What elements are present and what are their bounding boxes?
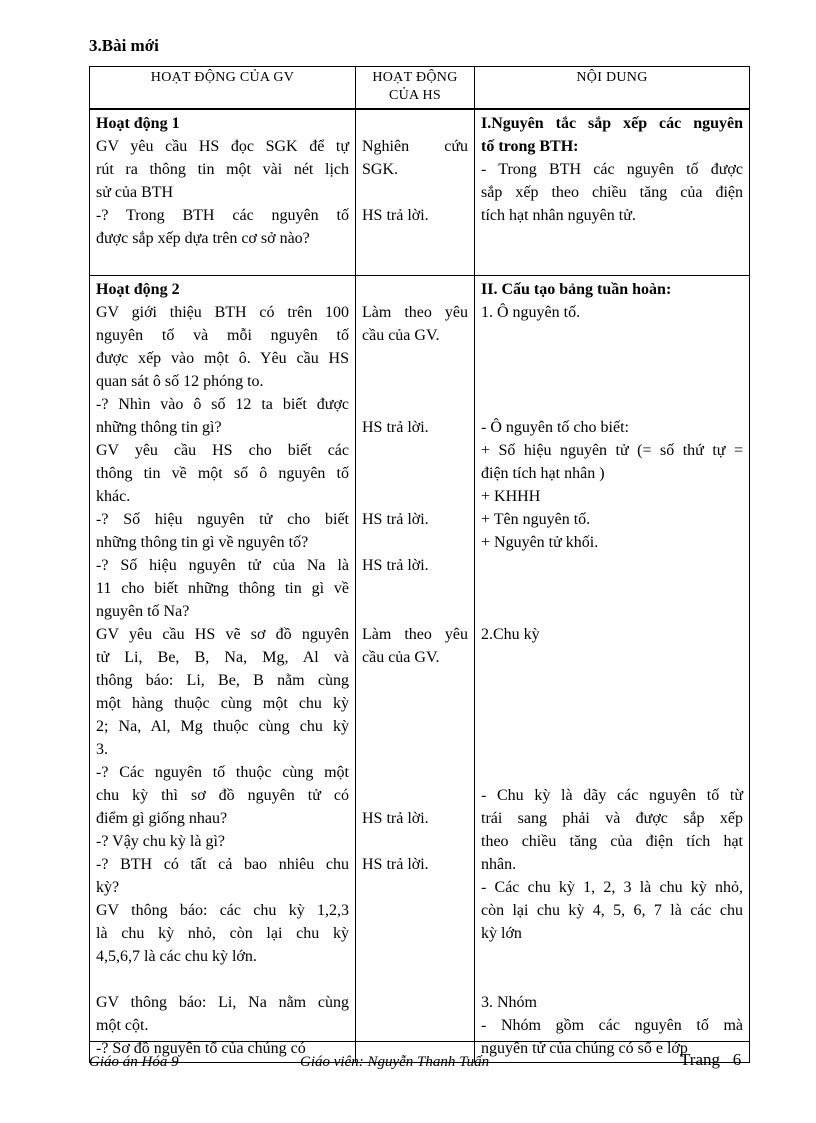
cell-line: HS trả lời. [362,856,429,873]
cell-line: HS trả lời. [362,207,429,224]
cell-line: được xếp vào một ô. Yêu cầu HS [96,350,349,367]
cell-line: những thông tin gì về nguyên tố? [96,534,309,551]
cell-line: 3. [96,741,108,758]
cell-line [481,554,743,577]
cell-line [481,968,743,991]
cell-line [362,439,468,462]
cell-line: + KHHH [481,488,541,505]
cell-line: -? Sơ đồ nguyên tố của chúng có [96,1040,306,1057]
cell-line [362,715,468,738]
cell-line [481,646,743,669]
cell-line [481,761,743,784]
cell-line [362,784,468,807]
cell-line: trái sang phải và được sắp xếp [481,810,743,827]
cell-line [362,922,468,945]
cell-line: HS trả lời. [362,810,429,827]
cell-line [481,600,743,623]
cell-line [362,278,468,301]
cell-line: Làm theo yêu [362,626,468,643]
footer-teacher: Giáo viên: Nguyễn Thanh Tuấn [300,1054,490,1070]
cell-line: 11 cho biết những thông tin gì về [96,580,349,597]
cell-line [362,250,468,273]
header-nd: NỘI DUNG [475,67,750,110]
cell-line [481,250,743,273]
cell-line: + Nguyên tử khối. [481,534,599,551]
cell-line: kỳ? [96,879,120,896]
cell-line [362,899,468,922]
cell-line [362,227,468,250]
cell-line: - Trong BTH các nguyên tố được [481,161,743,178]
cell-line: quan sát ô số 12 phóng to. [96,373,264,390]
cell-line [481,738,743,761]
cell-line: GV yêu cầu HS cho biết các [96,442,349,459]
footer-page: Trang 6 [680,1050,742,1069]
footer-subject: Giáo án Hóa 9 [89,1054,179,1070]
cell-line: tích hạt nhân nguyên tử. [481,207,636,224]
cell-line [362,669,468,692]
cell-line: tử Li, Be, B, Na, Mg, Al và [96,649,349,666]
cell-line [362,531,468,554]
cell-line: -? BTH có tất cả bao nhiêu chu [96,856,349,873]
cell-line [362,112,468,135]
cell-line: kỳ lớn [481,925,522,942]
cell-line: - Chu kỳ là dãy các nguyên tố từ [481,787,743,804]
cell-line [362,761,468,784]
cell-line: 2.Chu kỳ [481,626,540,643]
cell-line: - Nhóm gồm các nguyên tố mà [481,1017,743,1034]
cell-line: I.Nguyên tắc sắp xếp các nguyên [481,115,743,132]
cell-line: 2; Na, Al, Mg thuộc cùng chu kỳ [96,718,349,735]
cell-line: thông tin về một số ô nguyên tố [96,465,349,482]
cell-line: nguyên tố và mỗi nguyên tố [96,327,349,344]
cell-line: 4,5,6,7 là các chu kỳ lớn. [96,948,257,965]
cell-line [481,347,743,370]
cell-line: GV yêu cầu HS vẽ sơ đồ nguyên [96,626,349,643]
cell-line: tố trong BTH: [481,138,579,155]
cell-line [362,968,468,991]
cell-line: những thông tin gì? [96,419,222,436]
cell-line: -? Số hiệu nguyên tử của Na là [96,557,349,574]
cell-line [362,347,468,370]
cell-gv [90,109,356,276]
cell-line: thông báo: Li, Be, B nằm cùng [96,672,349,689]
cell-line [362,393,468,416]
header-hs: HOẠT ĐỘNG CỦA HS [356,67,475,110]
cell-line: II. Cấu tạo bảng tuần hoàn: [481,281,672,298]
cell-line [362,991,468,1014]
cell-line [481,692,743,715]
cell-line: được sắp xếp dựa trên cơ sở nào? [96,230,310,247]
cell-line [362,876,468,899]
cell-line: + Số hiệu nguyên tử (= số thứ tự = [481,442,743,459]
cell-line: là chu kỳ nhỏ, còn lại chu kỳ [96,925,349,942]
cell-line: 1. Ô nguyên tố. [481,304,581,321]
cell-hs [356,109,475,276]
cell-line: GV yêu cầu HS đọc SGK để tự [96,138,349,155]
cell-line: HS trả lời. [362,557,429,574]
cell-line: GV thông báo: các chu kỳ 1,2,3 [96,902,349,919]
cell-line: theo chiều tăng của điện tích hạt [481,833,743,850]
cell-line: cầu của GV. [362,649,440,666]
cell-line [362,692,468,715]
cell-line: sử của BTH [96,184,174,201]
lesson-table [89,66,750,1063]
cell-line [481,945,743,968]
cell-line: -? Các nguyên tố thuộc cùng một [96,764,349,781]
cell-line: + Tên nguyên tố. [481,511,591,528]
cell-nd [475,276,750,1063]
cell-line [362,181,468,204]
cell-line: HS trả lời. [362,419,429,436]
cell-line: một cột. [96,1017,149,1034]
cell-line [481,324,743,347]
cell-line [362,830,468,853]
cell-line: điểm gì giống nhau? [96,810,228,827]
cell-line [481,669,743,692]
section-title: 3.Bài mới [89,36,159,55]
cell-line: - Ô nguyên tố cho biết: [481,419,629,436]
cell-line: SGK. [362,161,399,178]
cell-line: Hoạt động 2 [96,281,180,298]
cell-line [362,485,468,508]
cell-line: điện tích hạt nhân ) [481,465,605,482]
cell-line [481,370,743,393]
cell-line: GV giới thiệu BTH có trên 100 [96,304,349,321]
cell-line: -? Số hiệu nguyên tử cho biết [96,511,349,528]
cell-line: Nghiên cứu [362,138,468,155]
cell-line [96,968,349,991]
cell-line [96,250,349,273]
cell-line: Hoạt động 1 [96,115,180,132]
cell-line: còn lại chu kỳ 4, 5, 6, 7 là các chu [481,902,743,919]
cell-line: một hàng thuộc cùng một chu kỳ [96,695,349,712]
header-gv: HOẠT ĐỘNG CỦA GV [90,67,356,110]
cell-line: -? Trong BTH các nguyên tố [96,207,349,224]
cell-line: GV thông báo: Li, Na nằm cùng [96,994,349,1011]
cell-gv [90,276,356,1063]
cell-line [362,945,468,968]
cell-hs [356,276,475,1063]
cell-line [362,738,468,761]
footer-rule [89,1041,750,1042]
cell-line: nguyên tử của chúng có số e lớp [481,1040,688,1057]
cell-line: -? Vậy chu kỳ là gì? [96,833,225,850]
cell-line [362,1014,468,1037]
cell-line: 3. Nhóm [481,994,537,1011]
cell-line: -? Nhìn vào ô số 12 ta biết được [96,396,349,413]
table-row [90,276,750,1063]
cell-line: rút ra thông tin một vài nét lịch [96,161,349,178]
cell-line: - Các chu kỳ 1, 2, 3 là chu kỳ nhỏ, [481,879,743,896]
cell-line [362,600,468,623]
table-header-row [90,67,750,110]
cell-line [362,577,468,600]
cell-line: HS trả lời. [362,511,429,528]
cell-line: nhân. [481,856,517,873]
cell-line [481,577,743,600]
table-row [90,109,750,276]
cell-line [362,370,468,393]
cell-line [481,227,743,250]
cell-nd [475,109,750,276]
cell-line: chu kỳ thì sơ đồ nguyên tử có [96,787,349,804]
cell-line [481,393,743,416]
cell-line: sắp xếp theo chiều tăng của điện [481,184,743,201]
cell-line [481,715,743,738]
cell-line: cầu của GV. [362,327,440,344]
cell-line: khác. [96,488,131,505]
cell-line: Làm theo yêu [362,304,468,321]
cell-line [362,462,468,485]
cell-line: nguyên tố Na? [96,603,190,620]
